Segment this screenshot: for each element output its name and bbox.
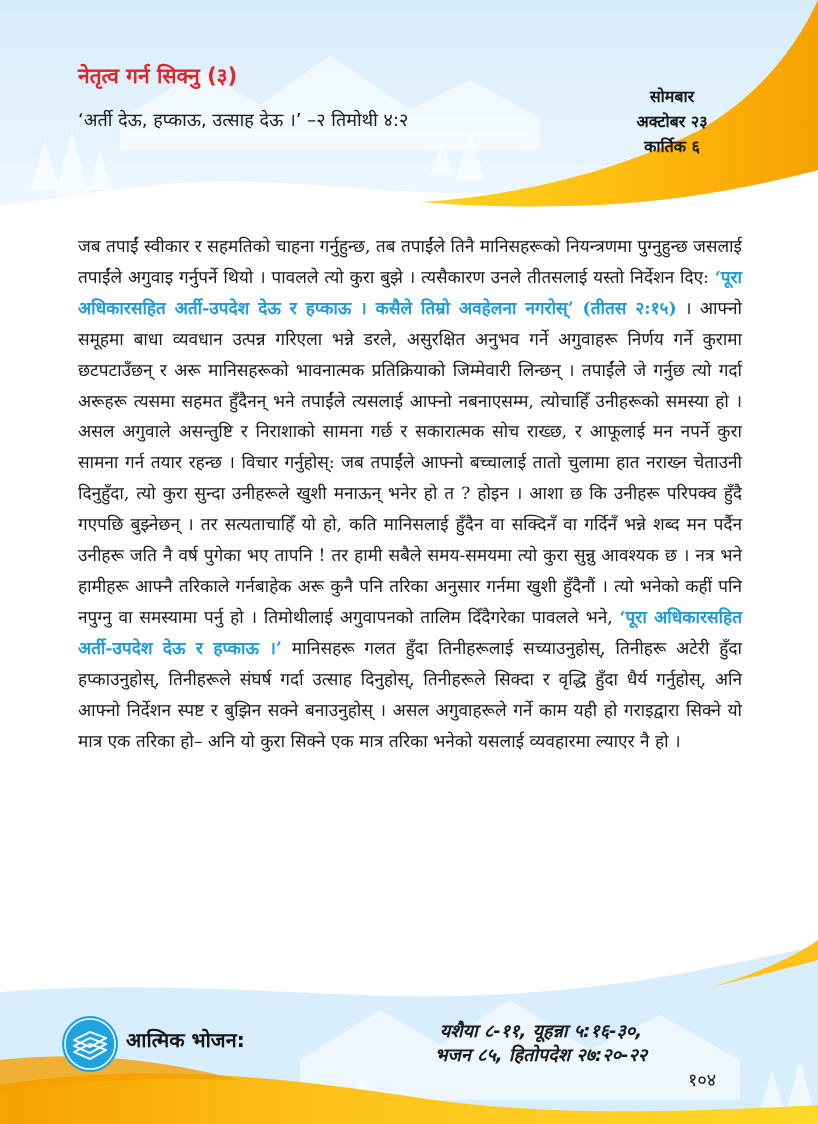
reading-line-2: भजन ८५, हितोपदेश २७:२०-२२ bbox=[434, 1045, 648, 1066]
body-paragraph-2: । आफ्नो समूहमा बाधा व्यवधान उत्पन्न गरिएला भन्ने डरले, असुरक्षित अनुभव गर्ने अगुवाहरू निर्णय गर्ने कुरामा छटपटाउँछन् र अरू मानिसहरूको भावनात्मक प्रतिक्रियाको जिम्मेवारी लिन्छन् । तपाईंले जे गर्नुछ त्यो गर्दा अरूहरू त्यसमा सहमत हुँदैनन् भने तपाईंले त्यसलाई आफ्नो नबनाएसम्म, त्योचाहिँ उनीहरूको समस्या हो । असल अगुवाले असन्तुष्टि र निराशाको सामना गर्छ र सकारात्मक सोच राख्छ, र आफूलाई मन नपर्ने कुरा सामना गर्न तयार रहन्छ । विचार गर्नुहोस्: जब तपाईंले आफ्नो बच्चालाई तातो चुलामा हात नराख्न चेताउनी दिनुहुँदा, त्यो कुरा सुन्दा उनीहरूले खुशी मनाऊन् भनेर हो त ? होइन । आशा छ कि उनीहरू परिपक्व हुँदै गएपछि बुझ्नेछन् । तर सत्यताचाहिँ यो हो, कति मानिसलाई हुँदैन वा सक्दिनँ वा गर्दिनँ भन्ने शब्द मन पर्दैन उनीहरू जति नै वर्ष पुगेका भए तापनि ! तर हामी सबैले समय-समयमा त्यो कुरा सुन्नु आवश्यक छ । नत्र भने हामीहरू आफ्नै तरिकाले गर्नबाहेक अरू कुनै पनि तरिका अनुसार गर्नमा खुशी हुँदैनौं । त्यो भनेको कहीं पनि नपुग्नु वा समस्यामा पर्नु हो । तिमोथीलाई अगुवापनको तालिम दिँदैगरेका पावलले भने, bbox=[78, 298, 742, 628]
gregorian-date: अक्टोबर २३ bbox=[636, 112, 708, 131]
spiritual-food-label: आत्मिक भोजन: bbox=[126, 1028, 245, 1052]
nepali-date: कार्तिक ६ bbox=[644, 137, 700, 156]
reading-line-1: यशैया ८-११, यूहन्ना ५:१६-३०, bbox=[439, 1021, 643, 1042]
key-verse: ‘अर्ती देऊ, हप्काऊ, उत्साह देऊ ।’ –२ तिमोथी ४:२ bbox=[78, 110, 409, 131]
date-block bbox=[612, 84, 732, 159]
bible-stack-icon bbox=[60, 1014, 120, 1074]
devotion-body bbox=[78, 232, 742, 757]
devotion-title: नेतृत्व गर्न सिक्नु (३) bbox=[78, 64, 238, 88]
highlight-quote-2: ‘पूरा अधिकारसहित अर्ती-उपदेश देऊ र हप्काऊ ।’ bbox=[78, 607, 742, 659]
body-paragraph-3: मानिसहरू गलत हुँदा तिनीहरूलाई सच्याउनुहोस्, तिनीहरू अटेरी हुँदा हप्काउनुहोस्, तिनीहरूले संघर्ष गर्दा उत्साह दिनुहोस्, तिनीहरूले सिक्दा र वृद्धि हुँदा धैर्य गर्नुहोस्, अनि आफ्नो निर्देशन स्पष्ट र बुझिन सक्ने बनाउनुहोस् । असल अगुवाहरूले गर्ने काम यही हो गराइद्वारा सिक्ने यो मात्र एक तरिका हो– अनि यो कुरा सिक्ने एक मात्र तरिका भनेको यसलाई व्यवहारमा ल्याएर नै हो । bbox=[78, 638, 742, 752]
body-paragraph-1: जब तपाईं स्वीकार र सहमतिको चाहना गर्नुहुन्छ, तब तपाईंले तिनै मानिसहरूको नियन्त्रणमा पुग्नुहुन्छ जसलाई तपाईंले अगुवाइ गर्नुपर्ने थियो । पावलले त्यो कुरा बुझे । त्यसैकारण उनले तीतसलाई यस्तो निर्देशन दिए: bbox=[78, 237, 742, 288]
page-number: १०४ bbox=[688, 1070, 717, 1091]
reading-references bbox=[346, 1020, 736, 1068]
highlight-quote-1: ‘पूरा अधिकारसहित अर्ती-उपदेश देऊ र हप्काऊ । कसैले तिम्रो अवहेलना नगरोस्’ (तीतस २:१५) bbox=[78, 267, 742, 319]
day-name: सोमबार bbox=[649, 87, 695, 106]
